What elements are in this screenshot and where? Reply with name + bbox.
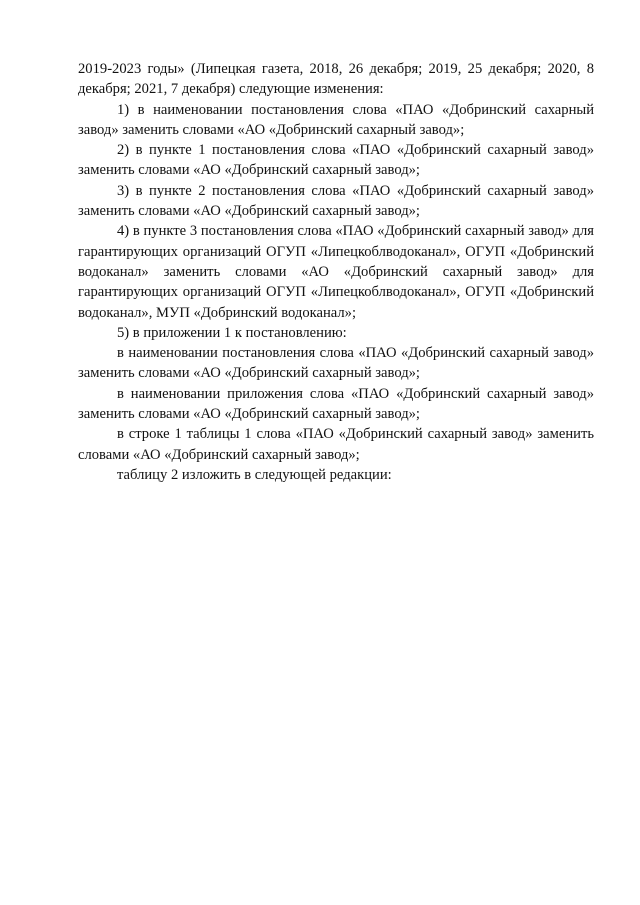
paragraph-item-4: 4) в пункте 3 постановления слова «ПАО «Добринский сахарный завод» для гарантирующих организаций ОГУП «Липецкоблводоканал», ОГУП «Добринский водоканал» заменить словами «АО «Добринский сахарный завод» для гарантирующих организаций ОГУП «Липецкоблводоканал», ОГУП «Добринский водоканал», МУП «Добринский водоканал»; <box>78 223 594 321</box>
paragraph-sub-4: таблицу 2 изложить в следующей редакции: <box>117 466 392 483</box>
paragraph-item-3: 3) в пункте 2 постановления слова «ПАО «Добринский сахарный завод» заменить словами «АО «Добринский сахарный завод»; <box>78 182 594 220</box>
paragraph-sub-3: в строке 1 таблицы 1 слова «ПАО «Добринский сахарный завод» заменить словами «АО «Добринский сахарный завод»; <box>78 426 594 463</box>
paragraph-item-5: 5) в приложении 1 к постановлению: <box>117 324 347 341</box>
paragraph-sub-2: в наименовании приложения слова «ПАО «Добринский сахарный завод» заменить словами «АО «Добринский сахарный завод»; <box>78 385 594 423</box>
paragraph-item-1: 1) в наименовании постановления слова «ПАО «Добринский сахарный завод» заменить словами «АО «Добринский сахарный завод»; <box>78 101 594 138</box>
paragraph-sub-1: в наименовании постановления слова «ПАО «Добринский сахарный завод» заменить словами «АО «Добринский сахарный завод»; <box>78 345 594 382</box>
paragraph-item-2: 2) в пункте 1 постановления слова «ПАО «Добринский сахарный завод» заменить словами «АО «Добринский сахарный завод»; <box>78 142 594 179</box>
paragraph-intro: 2019-2023 годы» (Липецкая газета, 2018, 26 декабря; 2019, 25 декабря; 2020, 8 декабря; 2021, 7 декабря) следующие изменения: <box>78 61 594 98</box>
document-body <box>78 59 594 485</box>
